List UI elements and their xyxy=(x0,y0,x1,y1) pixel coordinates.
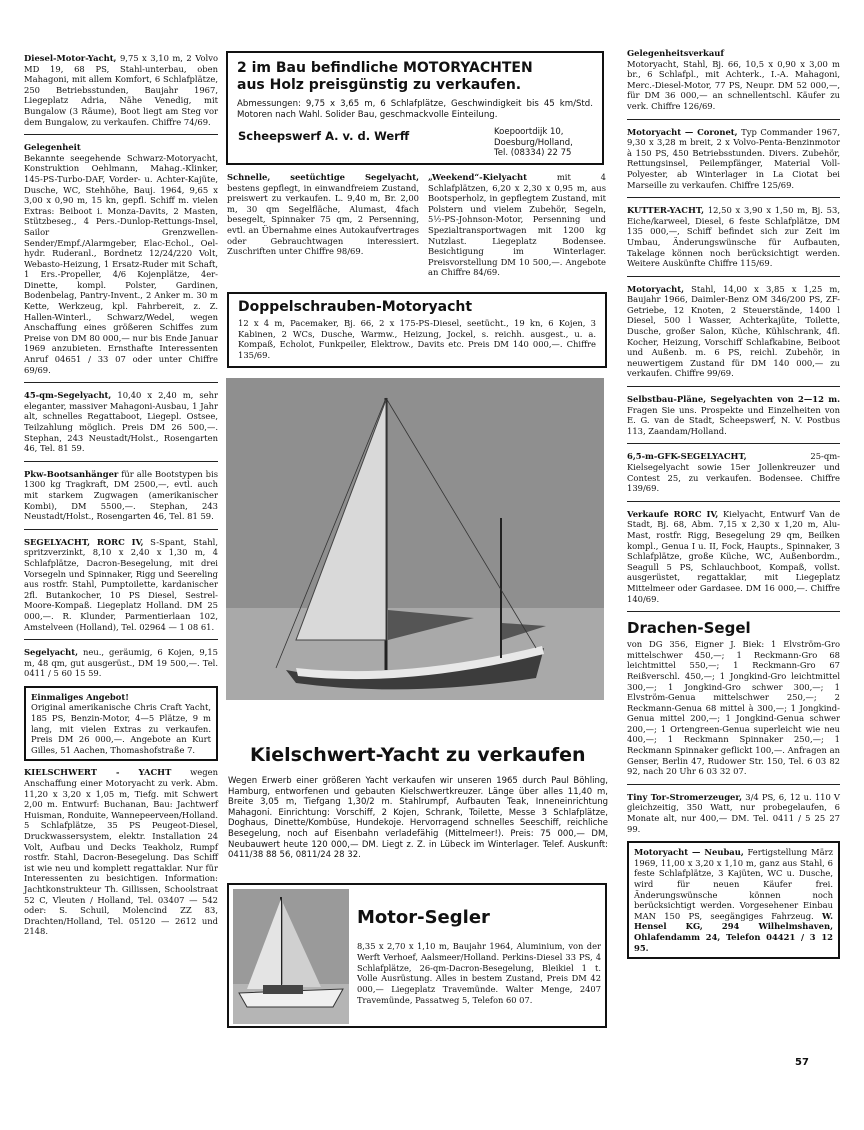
classified-ad: Diesel-Motor-Yacht, 9,75 x 3,10 m, 2 Volvo MD 19, 68 PS, Stahl-unterbau, oben Mahagoni, mit allem Komfort, 6 Schlafplätze, 250 Betriebsstunden, Baujahr 1967, Liegeplatz Adria, Nähe Venedig, mit Bungalow (3 Räume), Boot liegt am Steg vor dem Bungalow, zu verkaufen. Chiffre 74/69. xyxy=(24,53,218,127)
sailboat-photo xyxy=(226,378,604,700)
classified-ad: Segelyacht, neu., geräumig, 6 Kojen, 9,15 m, 48 qm, gut ausgerüst., DM 19 500,—. Tel. 0411 / 5 60 15 59. xyxy=(24,647,218,679)
classified-ad: Pkw-Bootsanhänger für alle Bootstypen bis 1300 kg Tragkraft, DM 2500,—, evtl. auch mit starkem Zugwagen (amerikanischer Kombi), DM 5500,—. Stephan, 243 Neustadt/Holst., Rosengarten 46, Tel. 81 59. xyxy=(24,468,218,522)
page-number: 57 xyxy=(795,1057,809,1068)
classified-ad: Motoryacht, Stahl, 14,00 x 3,85 x 1,25 m, Baujahr 1966, Daimler-Benz OM 346/200 PS, ZF-Getriebe, 12 Knoten, 2 Steuerstände, 1400 l Diesel, 500 l Wasser, Achterkajüte, Toilette, Dusche, großer Salon, Küche, Kühlschrank, 4fl. Kocher, Heizung, Vorschiff Schlafkabine, Beiboot und Außenb. m. 6 PS, reichl. Zubehör, in neuwertigem Zustand für DM 140 000,— zu verkaufen. Chiffre 99/69. xyxy=(627,283,840,379)
motor-segler-ad xyxy=(227,883,607,1028)
drachen-headline: Drachen-Segel xyxy=(627,619,751,638)
right-column xyxy=(627,48,840,965)
mid-left-ad: Schnelle, seetüchtige Segelyacht, bestens gepflegt, in einwandfreiem Zustand, preiswert zu verkaufen. L. 9,40 m, Br. 2,00 m, 30 qm Segelfläche, Alumast, 4fach besegelt, Spinnaker 75 qm, 2 Persenning, evtl. an Übernahme eines Autokaufvertrages oder Gebrauchtwagen interessiert. Zuschriften unter Chiffre 98/69. xyxy=(227,172,419,257)
kielschwert-headline: Kielschwert-Yacht zu verkaufen xyxy=(250,744,586,766)
classified-ad: Tiny Tor-Stromerzeuger, 3/4 PS, 6, 12 u. 110 V gleichzeitig, 350 Watt, nur probegelaufen, 6 Monate alt, nur 400,— DM. Tel. 0411 / 5 25 27 99. xyxy=(627,791,840,834)
motor-segler-photo xyxy=(233,889,349,1024)
left-column xyxy=(24,53,218,944)
mid-right-ad: „Weekend“-Kielyacht mit 4 Schlafplätzen, 6,20 x 2,30 x 0,95 m, aus Bootsperholz, in gepflegtem Zustand, mit Polstern und vielem Zubehör, Segeln, 5½-PS-Johnson-Motor, Persenning und Spezialtransportwagen mit 1200 kg Nutzlast. Liegeplatz Bodensee. Besichtigung im Winterlager. Preisvorstellung DM 10 500,—. Angebote an Chiffre 84/69. xyxy=(428,172,606,278)
boxed-ad-einmaliges: Einmaliges Angebot! Original amerikanische Chris Craft Yacht, 185 PS, Benzin-Motor, 4—5 Plätze, 9 m lang, mit vielen Extras zu verkaufen. Preis DM 26 000,—. Angebote an Kurt Gilles, 51 Aachen, Thomashofstraße 7. xyxy=(24,686,218,762)
classified-ad: Motoryacht — Coronet, Typ Commander 1967, 9,30 x 3,28 m breit, 2 x Volvo-Penta-Benzinmotor à 150 PS, 450 Betriebsstunden. Divers. Zubehör, Rettungsinsel, Peilempfänger, Material Voll-Polyester, ab Winterlager in La Ciotat bei Marseille zu verkaufen. Chiffre 125/69. xyxy=(627,126,840,190)
classified-ad: 6,5-m-GFK-SEGELYACHT, 25-qm-Kielsegelyacht sowie 15er Jollenkreuzer und Contest 25, zu verkaufen. Bodensee. Chiffre 139/69. xyxy=(627,451,840,494)
banner-address: Koepoortdijk 10, Doesburg/Holland, Tel. (08334) 22 75 xyxy=(494,127,573,158)
classified-ad: SEGELYACHT, RORC IV, S-Spant, Stahl, spritzverzinkt, 8,10 x 2,40 x 1,30 m, 4 Schlafplätze, Dacron-Besegelung, mit drei Vorsegeln und Spinnaker, Rigg und Seereling aus rostfr. Stahl, Pumptoilette, kardanischer 2fl. Butankocher, 10 PS Diesel, Sestrel-Moore-Kompaß. Liegeplatz Holland. DM 25 000,—. R. Klunder, Parmentierlaan 102, Amstelveen (Holland), Tel. 02964 — 1 08 61. xyxy=(24,536,218,632)
classified-ad: Gelegenheitsverkauf Motoryacht, Stahl, Bj. 66, 10,5 x 0,90 x 3,00 m br., 6 Schlafpl., mit Achterk., I.-A. Mahagoni, Merc.-Diesel-Motor, 77 PS, Neupr. DM 52 000,—, für DM 36 000,— an schnellentschl. Käufer zu verk. Chiffre 126/69. xyxy=(627,48,840,111)
doppel-body: 12 x 4 m, Pacemaker, Bj. 66, 2 x 175-PS-Diesel, seetücht., 19 kn, 6 Kojen, 3 Kabinen, 2 WCs, Dusche, Warmw., Heizung, Jockel, s. reichh. ausgest., u. a. Kompaß, Echolot, Funkpeiler, Elektrow., Davits etc. Preis DM 140 000,—. Chiffre 135/69. xyxy=(238,318,596,360)
classified-ad: KUTTER-YACHT, 12,50 x 3,90 x 1,50 m, Bj. 53, Eiche/karweel, Diesel, 6 feste Schlafplätze, DM 135 000,—, Schiff befindet sich zur Zeit im Umbau, Änderungswünsche für Aufbauten, Takelage können noch berücksichtigt werden. Weitere Auskünfte Chiffre 115/69. xyxy=(627,205,840,269)
drachen-body: von DG 356, Eigner J. Biek: 1 Elvström-Gro mittelschwer 450,—; 1 Reckmann-Gro 68 leichtmittel 550,—; 1 Reckmann-Gro 67 Reißverschl. 450,—; 1 Jongkind-Gro leichtmittel 300,—; 1 Jongkind-Gro schwer 300,—; 1 Elvström-Genua mittelschwer 250,—; 2 Reckmann-Genua 68 mittel à 300,—; 1 Jongkind-Genua mittel 200,—; 1 Jongkind-Genua schwer 200,—; 1 Ortengreen-Genua superleicht wie neu 400,—; 1 Reckmann Spinnaker 250,—; 1 Reckmann Spinnaker geflickt 100,—. Anfragen an Genser, Berlin 47, Rudower Str. 150, Tel. 6 03 82 92, nach 20 Uhr 6 03 32 07. xyxy=(627,639,840,777)
banner-body: Abmessungen: 9,75 x 3,65 m, 6 Schlafplätze, Geschwindigkeit bis 45 km/Std. Motoren nach Wahl. Solider Bau, geschmackvolle Einteilung. xyxy=(237,99,593,120)
classified-ad: Gelegenheit Bekannte seegehende Schwarz-Motoryacht, Konstruktion Oehlmann, Mahag.-Klinker, 145-PS-Turbo-DAF, Vorder- u. Achter-Kajüte, Dusche, WC, Stehhöhe, Bauj. 1964, 9,65 x 3,00 x 0,90 m, 15 kn, gepfl. Schiff m. vielen Extras: Beiboot i. Monza-Davits, 2 Masten, Stützbeseg., 4 Pers.-Dunlop-Rettungs-Insel, Sailor Grenzwellen-Sender/Empf./Alarmgeber, Elac-Echol., Oel-hydr. Ruderanl., Bordnetz 12/24/220 Volt, Webasto-Heizung, 1 Ersatz-Ruder mit Schaft, 1 Ers.-Propeller, 4/6 Kojenplätze, 4er-Dinette, kompl. Polster, Gardinen, Bodenbelag, Pantry-Invent., 2 Anker m. 30 m Kette, Werkzeug, kpl. Fahrbereit, z. Z. Hallen-Winterl., Schwarz/Wedel, wegen Anschaffung eines größeren Schiffes zum Preise von DM 80 000,— nur bis Ende Januar 1969 anzubieten. Ernsthafte Interessenten Anruf 04651 / 33 07 oder unter Chiffre 69/69. xyxy=(24,142,218,375)
boxed-ad-neubau: Motoryacht — Neubau, Fertigstellung März 1969, 11,00 x 3,20 x 1,10 m, ganz aus Stahl, 6 feste Schlafplätze, 3 Kajüten, WC u. Dusche, wird für neuen Käufer frei. Änderungswünsche können noch berücksichtigt werden. Vorgesehener Einbau MAN 150 PS, seegängiges Fahrzeug. W. Hensel KG, 294 Wilhelmshaven, Ohlafendamm 24, Telefon 04421 / 3 12 95. xyxy=(627,841,840,959)
doppel-headline: Doppelschrauben-Motoryacht xyxy=(238,299,473,315)
banner-yard: Scheepswerf A. v. d. Werff xyxy=(238,129,410,143)
doppelschrauben-ad xyxy=(227,292,607,368)
banner-motoryachten xyxy=(226,51,604,165)
classified-ad: Verkaufe RORC IV, Kielyacht, Entwurf Van de Stadt, Bj. 68, Abm. 7,15 x 2,30 x 1,20 m, Alu-Mast, rostfr. Rigg, Besegelung 29 qm, Beilken kompl., Genua I u. II, Fock, Haupts., Spinnaker, 3 Schlafplätze, große Küche, WC, Außenbordm., Seagull 5 PS, Schlauchboot, Kompaß, vollst. ausgerüstet, regattaklar, mit Liegeplatz Mittelmeer oder Gardasee. DM 16 000,—. Chiffre 140/69. xyxy=(627,508,841,604)
motor-segler-headline: Motor-Segler xyxy=(357,907,490,928)
kielschwert-body: Wegen Erwerb einer größeren Yacht verkaufen wir unseren 1965 durch Paul Böhling, Hamburg, entworfenen und gebauten Kielschwertkreuzer. Länge über alles 11,40 m, Breite 3,05 m, Tiefgang 1,30/2 m. Stahlrumpf, Aufbauten Teak, Inneneinrichtung Mahagoni. Einrichtung: Vorschiff, 2 Kojen, Schrank, Toilette, Messe 3 Schlafplätze, Doghaus, Dinette/Kombüse, Hundekoje. Hervorragend schnelles Seeschiff, reichliche Besegelung, noch auf Eisenbahn verladefähig (Mittelmeer!). Preis: 75 000,— DM, Neubauwert heute 120 000,— DM. Liegt z. Z. in Lübeck im Winterlager. Telef. Auskunft: 0411/38 88 56, 0811/24 28 32. xyxy=(228,776,608,861)
banner-headline-2: aus Holz preisgünstig zu verkaufen. xyxy=(237,77,522,93)
classified-ad: 45-qm-Segelyacht, 10,40 x 2,40 m, sehr eleganter, massiver Mahagoni-Ausbau, 1 Jahr alt, schnelles Regattaboot, Liegepl. Ostsee, Teilzahlung möglich. Preis DM 26 500,—. Stephan, 243 Neustadt/Holst., Rosengarten 46, Tel. 81 59. xyxy=(24,390,218,454)
banner-headline-1: 2 im Bau befindliche MOTORYACHTEN xyxy=(237,60,533,76)
classified-ad: KIELSCHWERT - YACHT wegen Anschaffung einer Motoryacht zu verk. Abm. 11,20 x 3,20 x 1,05 m, Tiefg. mit Schwert 2,00 m. Entwurf: Buchanan, Bau: Jachtwerf Huisman, Ronduite, Wannepeerveen/Holland. 5 Schlafplätze, 35 PS Peugeot-Diesel, Druckwassersystem, elektr. Installation 24 Volt, Aufbau und Decks Teakholz, Rumpf rostfr. Stahl, Dacron-Besegelung. Das Schiff ist wie neu und komplett regattaklar. Nur für Interessenten zu besichtigen. Information: Jachtkonstrukteur Th. Gillissen, Schoolstraat 52 C, Vleuten / Holland, Tel. 03407 — 542 oder: S. Schuil, Molencind ZZ 83, Drachten/Holland, Tel. 05120 — 2612 und 2148. xyxy=(24,767,219,937)
classified-ad: Selbstbau-Pläne, Segelyachten von 2—12 m. Fragen Sie uns. Prospekte und Einzelheiten von E. G. van de Stadt, Scheepswerf, N. V. Postbus 113, Zaandam/Holland. xyxy=(627,394,840,436)
motor-segler-body: 8,35 x 2,70 x 1,10 m, Baujahr 1964, Aluminium, von der Werft Verhoef, Aalsmeer/Holland. Perkins-Diesel 33 PS, 4 Schlafplätze, 26-qm-Dacron-Besegelung, Bleikiel 1 t. Volle Ausrüstung. Alles in bestem Zustand, Preis DM 42 000,— Liegeplatz Travemünde. Walter Menge, 2407 Travemünde, Passatweg 5, Telefon 60 07. xyxy=(357,941,601,1005)
